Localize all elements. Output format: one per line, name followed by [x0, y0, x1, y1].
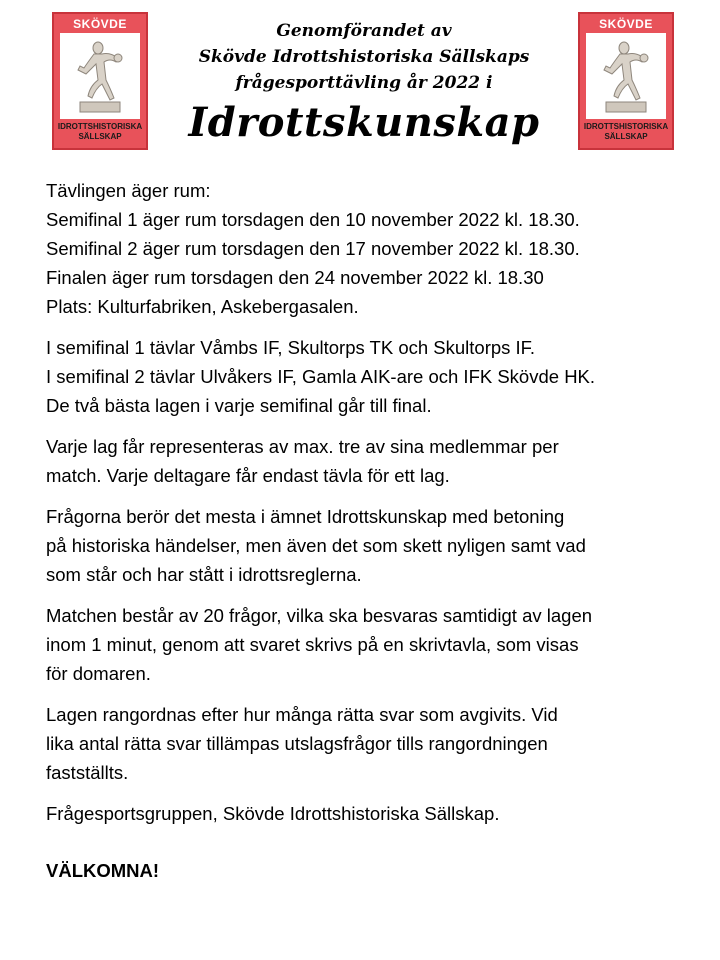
team-rules-line: Varje lag får representeras av max. tre av sina medlemmar per	[46, 436, 559, 457]
team-rules-line: match. Varje deltagare får endast tävla för ett lag.	[46, 465, 450, 486]
logo-bottom-text	[584, 122, 668, 142]
document-body	[46, 176, 706, 885]
schedule-line: Semifinal 1 äger rum torsdagen den 10 november 2022 kl. 18.30.	[46, 209, 580, 230]
schedule-line: Semifinal 2 äger rum torsdagen den 17 november 2022 kl. 18.30.	[46, 238, 580, 259]
questions-line: Frågorna berör det mesta i ämnet Idrottskunskap med betoning	[46, 506, 565, 527]
logo-bottom-text	[58, 122, 142, 142]
logo-top-text: SKÖVDE	[73, 17, 127, 31]
heading-line-3: frågesporttävling år 2022 i	[235, 73, 493, 93]
match-line: för domaren.	[46, 663, 151, 684]
logo-bottom-line1: IDROTTSHISTORISKA	[583, 122, 669, 131]
logo-bottom-line2: SÄLLSKAP	[604, 132, 648, 141]
schedule-line: Plats: Kulturfabriken, Askebergasalen.	[46, 296, 359, 317]
schedule-paragraph	[46, 176, 706, 321]
match-line: Matchen består av 20 frågor, vilka ska besvaras samtidigt av lagen	[46, 605, 593, 626]
questions-line: som står och har stått i idrottsreglerna.	[46, 564, 362, 585]
ranking-line: fastställts.	[46, 762, 129, 783]
discus-thrower-statue-icon	[586, 33, 666, 119]
discus-thrower-statue-icon	[60, 33, 140, 119]
heading-line-1: Genomförandet av	[276, 21, 452, 41]
signature	[46, 799, 706, 828]
schedule-line: Tävlingen äger rum:	[46, 180, 211, 201]
ranking-paragraph	[46, 700, 706, 787]
logo-left	[52, 12, 148, 150]
team-rules-paragraph	[46, 432, 706, 490]
signature-line: Frågesportsgruppen, Skövde Idrottshistoriska Sällskap.	[46, 803, 500, 824]
logo-bottom-line1: IDROTTSHISTORISKA	[57, 122, 143, 131]
logo-right	[578, 12, 674, 150]
document-heading	[150, 18, 578, 148]
semifinals-line: I semifinal 1 tävlar Våmbs IF, Skultorps TK och Skultorps IF.	[46, 337, 536, 358]
match-line: inom 1 minut, genom att svaret skrivs på en skrivtavla, som visas	[46, 634, 579, 655]
heading-line-2: Skövde Idrottshistoriska Sällskaps	[198, 47, 530, 67]
questions-paragraph	[46, 502, 706, 589]
ranking-line: Lagen rangordnas efter hur många rätta svar som avgivits. Vid	[46, 704, 558, 725]
logo-bottom-line2: SÄLLSKAP	[78, 132, 122, 141]
questions-line: på historiska händelser, men även det som skett nyligen samt vad	[46, 535, 586, 556]
ranking-line: lika antal rätta svar tillämpas utslagsfrågor tills rangordningen	[46, 733, 548, 754]
match-paragraph	[46, 601, 706, 688]
welcome-text: VÄLKOMNA!	[46, 860, 160, 881]
semifinals-line: I semifinal 2 tävlar Ulvåkers IF, Gamla AIK-are och IFK Skövde HK.	[46, 366, 596, 387]
semifinals-line: De två bästa lagen i varje semifinal går till final.	[46, 395, 432, 416]
document-title: Idrottskunskap	[188, 99, 540, 146]
schedule-line: Finalen äger rum torsdagen den 24 november 2022 kl. 18.30	[46, 267, 544, 288]
semifinals-paragraph	[46, 333, 706, 420]
logo-top-text: SKÖVDE	[599, 17, 653, 31]
